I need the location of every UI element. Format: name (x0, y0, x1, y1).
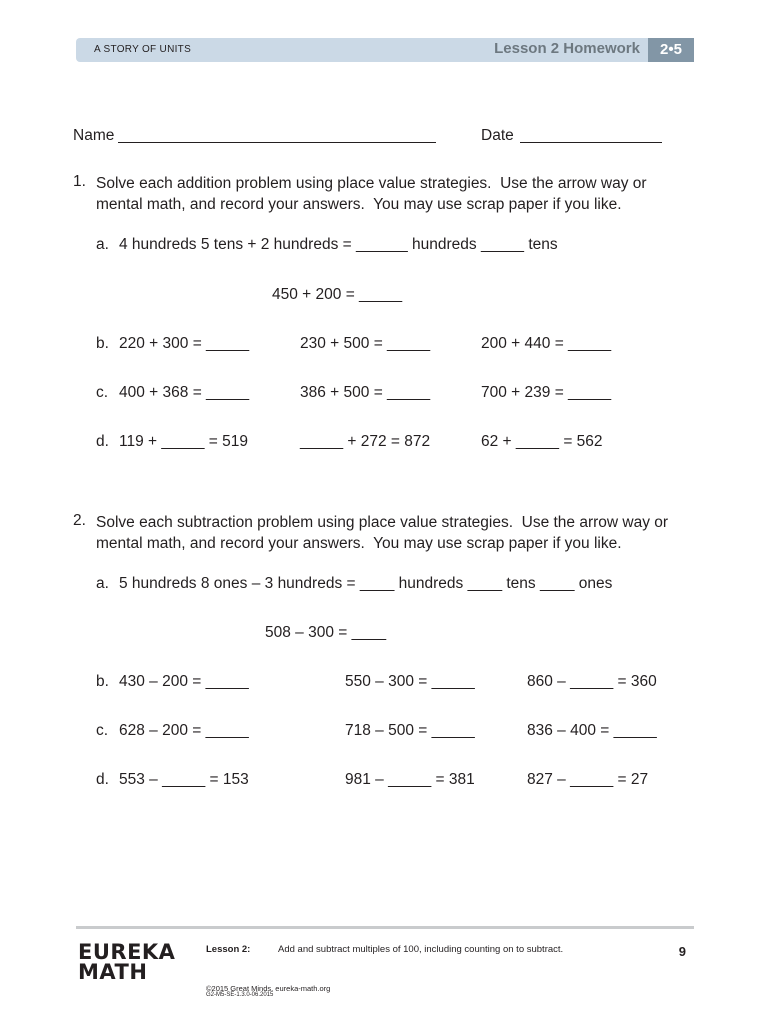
problem-2c-item-2: 718 – 500 = _____ (345, 722, 475, 739)
date-label: Date (481, 127, 514, 144)
footer-lesson-label: Lesson 2: (206, 944, 251, 955)
problem-2c-item-3: 836 – 400 = _____ (527, 722, 657, 739)
problem-1-instructions-line-2: mental math, and record your answers. You may use scrap paper if you like. (96, 196, 622, 213)
problem-2b-item-3: 860 – _____ = 360 (527, 673, 657, 690)
problem-2a-equation: 508 – 300 = ____ (265, 624, 387, 641)
problem-1a-text: 4 hundreds 5 tens + 2 hundreds = ______ hundreds _____ tens (119, 236, 558, 253)
part-2d-letter: d. (96, 771, 109, 788)
footer-divider (76, 926, 694, 929)
problem-1b-item-3: 200 + 440 = _____ (481, 335, 612, 352)
copyright-text: ©2015 Great Minds. eureka-math.org (206, 984, 331, 993)
part-1c-letter: c. (96, 384, 109, 401)
document-code: G2-M5-SE-1.3.0-06.2015 (206, 992, 274, 998)
problem-2d-item-2: 981 – _____ = 381 (345, 771, 475, 788)
name-label: Name (73, 127, 115, 144)
problem-1b-item-2: 230 + 500 = _____ (300, 335, 431, 352)
problem-1c-item-1: 400 + 368 = _____ (119, 384, 250, 401)
module-tag: 2•5 (648, 38, 694, 62)
problem-1c-item-2: 386 + 500 = _____ (300, 384, 431, 401)
problem-2b-item-2: 550 – 300 = _____ (345, 673, 475, 690)
problem-2b-item-1: 430 – 200 = _____ (119, 673, 249, 690)
lesson-title: Lesson 2 Homework (494, 40, 640, 57)
name-field[interactable] (118, 142, 436, 143)
problem-1d-item-2: _____ + 272 = 872 (300, 433, 431, 450)
part-1d-letter: d. (96, 433, 109, 450)
part-1a-letter: a. (96, 236, 109, 253)
problem-1-number: 1. (73, 173, 86, 190)
problem-2c-item-1: 628 – 200 = _____ (119, 722, 249, 739)
problem-2-number: 2. (73, 512, 86, 529)
date-field[interactable] (520, 142, 662, 143)
problem-2d-item-1: 553 – _____ = 153 (119, 771, 249, 788)
problem-1c-item-3: 700 + 239 = _____ (481, 384, 612, 401)
page-number: 9 (678, 944, 686, 959)
problem-1b-item-1: 220 + 300 = _____ (119, 335, 250, 352)
problem-1d-item-1: 119 + _____ = 519 (119, 433, 249, 450)
problem-1d-item-3: 62 + _____ = 562 (481, 433, 603, 450)
problem-2-instructions-line-2: mental math, and record your answers. You may use scrap paper if you like. (96, 535, 622, 552)
eureka-logo-line-2: MATH (78, 960, 148, 984)
series-title: A STORY OF UNITS (94, 44, 192, 55)
footer-lesson-description: Add and subtract multiples of 100, including counting on to subtract. (278, 944, 564, 955)
problem-1-instructions-line-1: Solve each addition problem using place value strategies. Use the arrow way or (96, 175, 647, 192)
problem-1a-equation: 450 + 200 = _____ (272, 286, 403, 303)
part-2c-letter: c. (96, 722, 109, 739)
part-2b-letter: b. (96, 673, 109, 690)
part-1b-letter: b. (96, 335, 109, 352)
part-2a-letter: a. (96, 575, 109, 592)
problem-2d-item-3: 827 – _____ = 27 (527, 771, 649, 788)
eureka-logo-line-1: EUREKA (78, 940, 176, 964)
problem-2-instructions-line-1: Solve each subtraction problem using place value strategies. Use the arrow way or (96, 514, 669, 531)
problem-2a-text: 5 hundreds 8 ones – 3 hundreds = ____ hundreds ____ tens ____ ones (119, 575, 613, 592)
